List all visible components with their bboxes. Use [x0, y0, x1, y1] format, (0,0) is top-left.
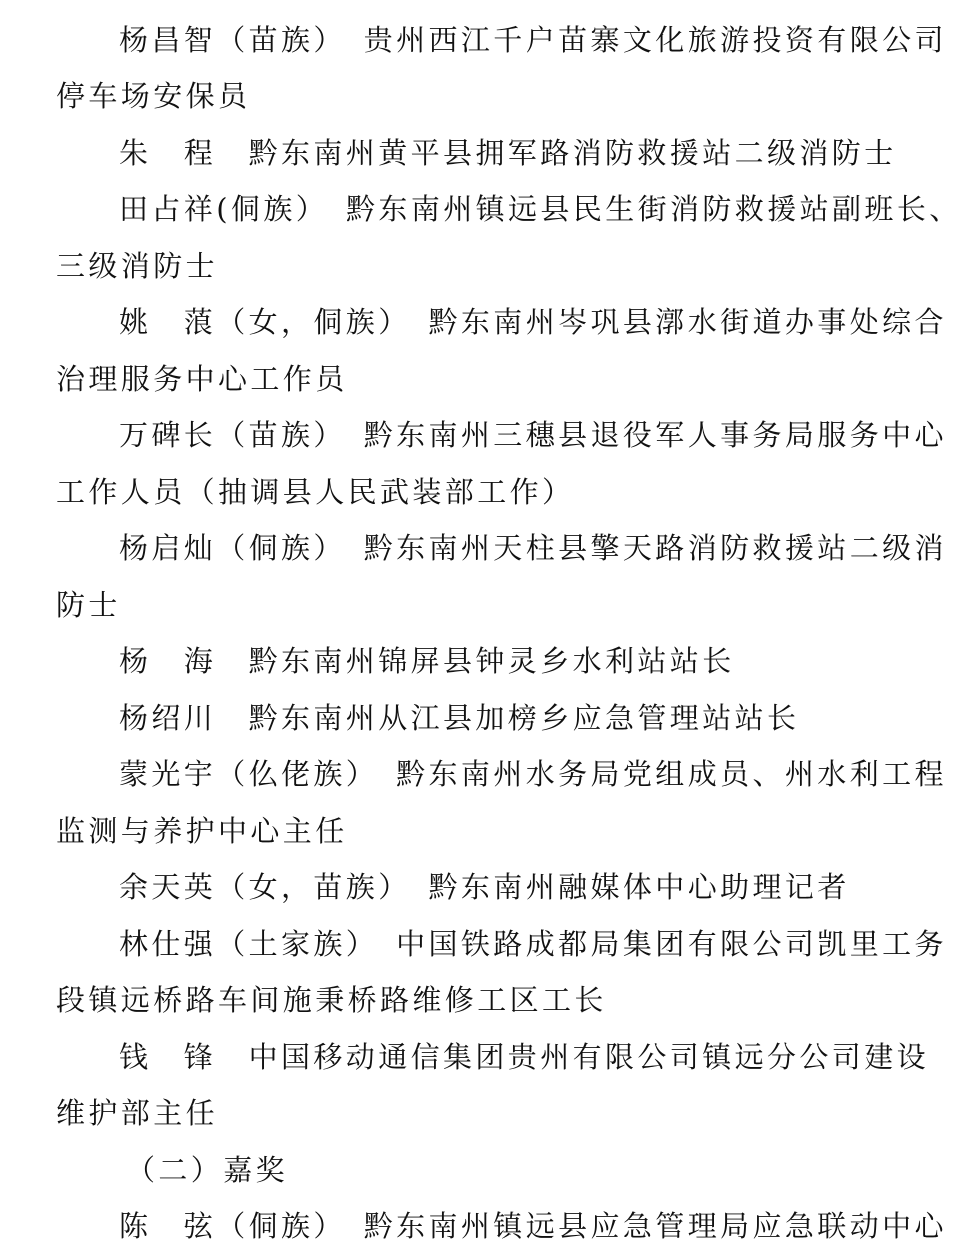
entry-line: 田占祥(侗族） 黔东南州镇远县民生街消防救援站副班长、	[119, 192, 962, 226]
entry-continuation-line: 治理服务中心工作员	[56, 362, 348, 396]
entry-line: 林仕强（土家族） 中国铁路成都局集团有限公司凯里工务	[119, 927, 947, 961]
entry-line: 杨绍川 黔东南州从江县加榜乡应急管理站站长	[119, 701, 800, 735]
entry-line: 万碑长（苗族） 黔东南州三穗县退役军人事务局服务中心	[119, 418, 947, 452]
entry-continuation-line: 防士	[56, 588, 121, 622]
entry-line: 姚 蒗（女，侗族） 黔东南州岑巩县漷水街道办事处综合	[119, 305, 947, 339]
entry-continuation-line: 三级消防士	[56, 249, 219, 283]
entry-line: 余天英（女，苗族） 黔东南州融媒体中心助理记者	[119, 870, 850, 904]
entry-line: 朱 程 黔东南州黄平县拥军路消防救援站二级消防士	[119, 136, 897, 170]
entry-continuation-line: 段镇远桥路车间施秉桥路维修工区工长	[56, 983, 607, 1017]
entry-continuation-line: 停车场安保员	[56, 79, 251, 113]
entry-continuation-line: 工作人员（抽调县人民武装部工作）	[56, 475, 575, 509]
entry-line: 陈 弦（侗族） 黔东南州镇远县应急管理局应急联动中心	[119, 1209, 947, 1243]
entry-line: 杨昌智（苗族） 贵州西江千户苗寨文化旅游投资有限公司	[119, 23, 947, 57]
entry-line: 钱 锋 中国移动通信集团贵州有限公司镇远分公司建设	[119, 1040, 930, 1074]
entry-line: 杨 海 黔东南州锦屏县钟灵乡水利站站长	[119, 644, 735, 678]
entry-line: 蒙光宇（仫佬族） 黔东南州水务局党组成员、州水利工程	[119, 757, 947, 791]
entry-continuation-line: 维护部主任	[56, 1096, 219, 1130]
section-heading: （二）嘉奖	[126, 1153, 289, 1187]
entry-continuation-line: 监测与养护中心主任	[56, 814, 348, 848]
entry-line: 杨启灿（侗族） 黔东南州天柱县擎天路消防救援站二级消	[119, 531, 947, 565]
